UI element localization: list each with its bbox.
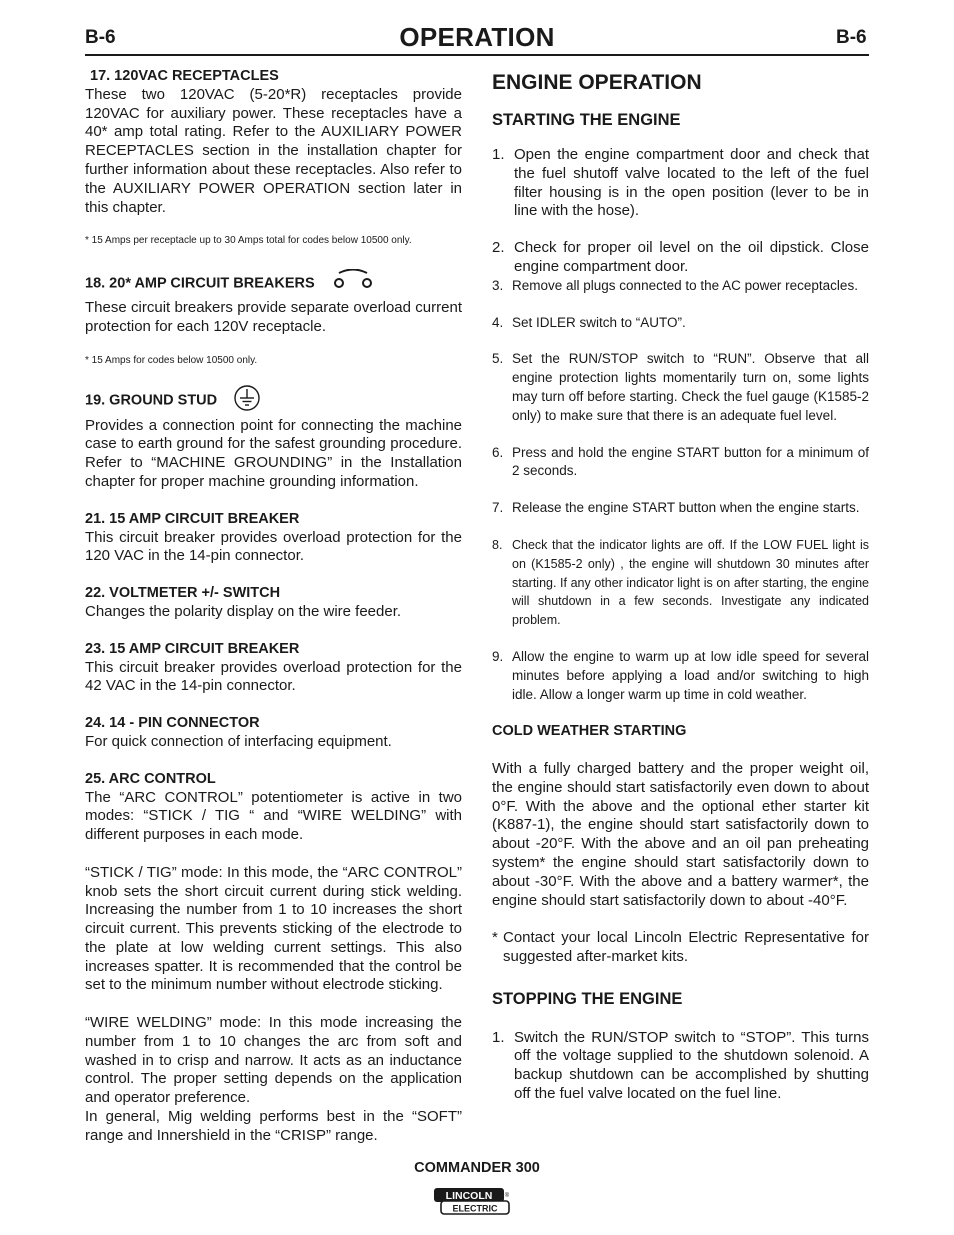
section-17 <box>85 67 462 247</box>
logo-registered-mark: ® <box>504 1193 510 1199</box>
logo-bottom-text: ELECTRIC <box>452 1203 498 1214</box>
section-heading: 25. ARC CONTROL <box>85 770 216 787</box>
page-code-left: B-6 <box>85 27 116 48</box>
step-text: Set IDLER switch to “AUTO”. <box>512 314 686 330</box>
step-number: 6. <box>492 444 504 460</box>
list-item <box>492 444 869 482</box>
section-body: Provides a connection point for connecting the machine case to earth ground for the safest grounding procedure. Refer to “MACHINE GROUNDING” in the Installation chapter for proper machine grounding information. <box>85 416 462 490</box>
section-paragraph: The “ARC CONTROL” potentiometer is active in two modes: “STICK / TIG “ and “WIRE WELDING” with different purposes in each mode. <box>85 788 462 844</box>
step-text: Allow the engine to warm up at low idle speed for several minutes before applying a load and/or switching to high idle. Allow a longer warm up time in cold weather. <box>512 648 869 702</box>
section-heading-row <box>85 269 462 299</box>
section-21 <box>85 510 462 566</box>
step-number: 2. <box>492 239 505 257</box>
footnote-mark: * <box>492 929 498 947</box>
section-body: This circuit breaker provides overload protection for the 42 VAC in the 14-pin connector. <box>85 658 462 695</box>
page-title: OPERATION <box>399 22 555 52</box>
section-19 <box>85 385 462 492</box>
section-24 <box>85 714 462 752</box>
list-item <box>492 648 869 704</box>
section-heading: 17. 120VAC RECEPTACLES <box>90 68 279 84</box>
lincoln-electric-logo <box>433 1187 511 1216</box>
starting-steps <box>492 146 869 704</box>
step-number: 9. <box>492 648 504 664</box>
section-heading-row <box>85 385 462 417</box>
step-number: 1. <box>492 146 505 163</box>
section-paragraph: “WIRE WELDING” mode: In this mode increasing the number from 1 to 10 changes the arc from soft and washed in to crisp and narrow. It acts as an inductance control. The proper setting depends on the application and operator preference. <box>85 1014 462 1107</box>
section-title: ENGINE OPERATION <box>492 71 702 94</box>
step-text: Release the engine START button when the engine starts. <box>512 500 860 516</box>
section-heading: 21. 15 AMP CIRCUIT BREAKER <box>85 510 300 527</box>
step-text: Remove all plugs connected to the AC power receptacles. <box>512 277 858 293</box>
section-body: These two 120VAC (5-20*R) receptacles provide 120VAC for auxiliary power. These receptacles have a 40* amp total rating. Refer to the AUXILIARY POWER RECEPTACLES section in the installation chapter for further information about these receptacles. Also refer to the AUXILIARY POWER OPERATION section later in this chapter. <box>85 85 462 216</box>
section-body: For quick connection of interfacing equipment. <box>85 732 392 750</box>
step-number: 4. <box>492 314 504 330</box>
step-number: 1. <box>492 1028 505 1046</box>
ground-symbol-icon <box>233 385 261 417</box>
section-heading: 22. VOLTMETER +/- SWITCH <box>85 585 281 602</box>
footnote-text: Contact your local Lincoln Electric Representative for suggested after-market kits. <box>503 929 869 965</box>
paragraph: With a fully charged battery and the proper weight oil, the engine should start satisfactorily even down to about 0°F. With the above and the optional ether starter kit (K887-1), the engine should start satisfactorily down to about -20°F. With the above and an oil pan preheating system* the engine should start satisfactorily down to about -30°F. With the above and a battery warmer*, the engine should start satisfactorily down to about -40°F. <box>492 759 869 909</box>
section-paragraph: “STICK / TIG” mode: In this mode, the “ARC CONTROL” knob sets the short circuit current during stick welding. Increasing the number from 1 to 10 increases the short circuit current. This prevents sticking of the electrode to the plate at low welding current settings. This also increases spatter. It is recommended that the control be set to the minimum number without electrode sticking. <box>85 863 462 994</box>
section-body: Changes the polarity display on the wire feeder. <box>85 602 402 620</box>
page-code-right: B-6 <box>836 27 867 48</box>
step-text: Check for proper oil level on the oil dipstick. Close engine compartment door. <box>514 239 869 275</box>
subsection-heading: STARTING THE ENGINE <box>492 111 681 129</box>
list-item <box>492 239 869 277</box>
step-text: Set the RUN/STOP switch to “RUN”. Observe that all engine protection lights momentarily turn on, some lights may turn off before starting. Check the fuel gauge (K1585-2 only) to make sure that there is an adequate fuel level. <box>512 351 869 423</box>
list-item <box>492 146 869 221</box>
section-22 <box>85 584 462 622</box>
section-23 <box>85 640 462 696</box>
list-item <box>492 314 869 333</box>
list-item <box>492 499 869 518</box>
right-column <box>492 70 869 1104</box>
footer-model-name: COMMANDER 300 <box>414 1160 540 1176</box>
section-heading: 18. 20* AMP CIRCUIT BREAKERS <box>85 276 315 293</box>
section-heading: 19. GROUND STUD <box>85 392 218 409</box>
footnote <box>492 929 869 967</box>
step-number: 8. <box>492 537 503 552</box>
step-text: Check that the indicator lights are off. If the LOW FUEL light is on (K1585-2 only) , the engine will shutdown 30 minutes after starting. If any other indicator light is on after starting, the engine will shutdown in a few seconds. Investigate any indicated problem. <box>512 537 869 628</box>
section-body: These circuit breakers provide separate overload current protection for each 120V receptacle. <box>85 299 462 335</box>
footnote: * 15 Amps for codes below 10500 only. <box>85 354 258 366</box>
step-number: 7. <box>492 500 504 516</box>
header-rule <box>85 54 869 56</box>
list-item <box>492 1029 869 1104</box>
logo-top-text: LINCOLN <box>445 1190 493 1202</box>
section-heading: 24. 14 - PIN CONNECTOR <box>85 715 260 732</box>
list-item <box>492 277 869 296</box>
step-text: Open the engine compartment door and check that the fuel shutoff valve located to the left of the fuel filter housing is in the open position (lever to be in line with the hose). <box>514 146 869 220</box>
list-item <box>492 350 869 425</box>
step-number: 3. <box>492 277 504 293</box>
section-25 <box>85 770 462 1146</box>
subsection-heading: COLD WEATHER STARTING <box>492 723 687 740</box>
list-item <box>492 536 869 630</box>
step-text: Switch the RUN/STOP switch to “STOP”. This turns off the voltage supplied to the shutdown solenoid. A backup shutdown can be accomplished by shutting off the fuel valve located on the fuel line. <box>514 1028 869 1103</box>
step-text: Press and hold the engine START button for a minimum of 2 seconds. <box>512 444 869 479</box>
section-18 <box>85 269 462 366</box>
circuit-breaker-icon <box>331 269 375 299</box>
step-number: 5. <box>492 351 504 367</box>
left-column <box>85 67 462 1146</box>
footnote: * 15 Amps per receptacle up to 30 Amps total for codes below 10500 only. <box>85 235 412 247</box>
section-paragraph: In general, Mig welding performs best in the “SOFT” range and Innershield in the “CRISP” range. <box>85 1108 462 1144</box>
section-body: This circuit breaker provides overload protection for the 120 VAC in the 14-pin connector. <box>85 528 462 565</box>
subsection-heading: STOPPING THE ENGINE <box>492 989 683 1008</box>
section-heading: 23. 15 AMP CIRCUIT BREAKER <box>85 640 300 657</box>
